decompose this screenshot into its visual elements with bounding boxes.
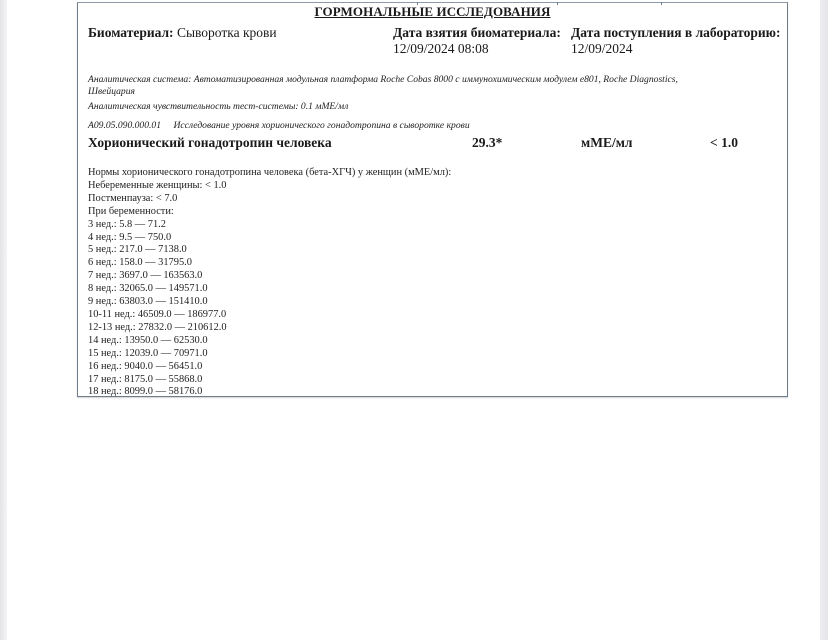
norm-pregnancy-header: При беременности:: [88, 205, 174, 217]
reference-norms: [88, 167, 777, 399]
norm-week: 16 нед.: 9040.0 — 56451.0: [88, 360, 203, 372]
lab-received-date-field: [571, 25, 780, 57]
norms-title: Нормы хорионического гонадотропина человека (бета-ХГЧ) у женщин (мМЕ/мл):: [88, 167, 452, 178]
norm-week: 5 нед.: 217.0 — 7138.0: [88, 244, 187, 256]
sample-date-label: Дата взятия биоматериала:: [393, 25, 561, 40]
sensitivity-note: Аналитическая чувствительность тест-системы: 0.1 мМЕ/мл: [88, 101, 349, 112]
result-unit: мМЕ/мл: [581, 135, 633, 150]
norm-week: 18 нед.: 8099.0 — 58176.0: [88, 386, 203, 398]
sample-date-field: [393, 25, 561, 57]
test-code-line: [88, 120, 777, 132]
result-row: [88, 135, 777, 153]
analytical-system-note: [88, 74, 777, 98]
result-value: 29.3*: [472, 135, 503, 150]
norm-week: 14 нед.: 13950.0 — 62530.0: [88, 334, 208, 346]
viewer-right-edge: [820, 0, 828, 640]
analytical-system-line: Аналитическая система: Автоматизированная модульная платформа Roche Cobas 8000 с иммунохимическим модулем e801, Roche Diagnostics,: [88, 74, 678, 85]
norm-week: 12-13 нед.: 27832.0 — 210612.0: [88, 321, 227, 333]
test-code: A09.05.090.000.01: [88, 120, 162, 131]
sample-meta-row: [88, 25, 783, 59]
norm-week: 6 нед.: 158.0 — 31795.0: [88, 257, 192, 269]
norm-non-pregnant: Небеременные женщины: < 1.0: [88, 179, 227, 191]
norm-week: 9 нед.: 63803.0 — 151410.0: [88, 296, 208, 308]
analytical-system-line: Швейцария: [88, 86, 135, 97]
biomaterial-field: [88, 25, 277, 41]
lab-report-table: [77, 2, 788, 397]
norm-week: 10-11 нед.: 46509.0 — 186977.0: [88, 308, 227, 320]
test-description: Исследование уровня хорионического гонадотропина в сыворотке крови: [173, 120, 470, 131]
result-reference: < 1.0: [710, 135, 738, 150]
biomaterial-label: Биоматериал:: [88, 25, 174, 40]
sample-date-value: 12/09/2024 08:08: [393, 41, 489, 56]
norm-week: 7 нед.: 3697.0 — 163563.0: [88, 270, 203, 282]
norm-week: 4 нед.: 9.5 — 750.0: [88, 231, 172, 243]
result-name: Хорионический гонадотропин человека: [88, 135, 332, 150]
lab-received-date-value: 12/09/2024: [571, 41, 633, 56]
biomaterial-value: Сыворотка крови: [176, 25, 277, 40]
viewer-left-edge: [0, 0, 7, 640]
norm-postmenopause: Постменпауза: < 7.0: [88, 192, 178, 204]
norm-week: 8 нед.: 32065.0 — 149571.0: [88, 283, 208, 295]
norm-week: 15 нед.: 12039.0 — 70971.0: [88, 347, 208, 359]
norm-week: 3 нед.: 5.8 — 71.2: [88, 218, 166, 230]
section-title: ГОРМОНАЛЬНЫЕ ИССЛЕДОВАНИЯ: [314, 4, 551, 19]
lab-received-date-label: Дата поступления в лабораторию:: [571, 25, 781, 40]
norm-week: 17 нед.: 8175.0 — 55868.0: [88, 373, 203, 385]
